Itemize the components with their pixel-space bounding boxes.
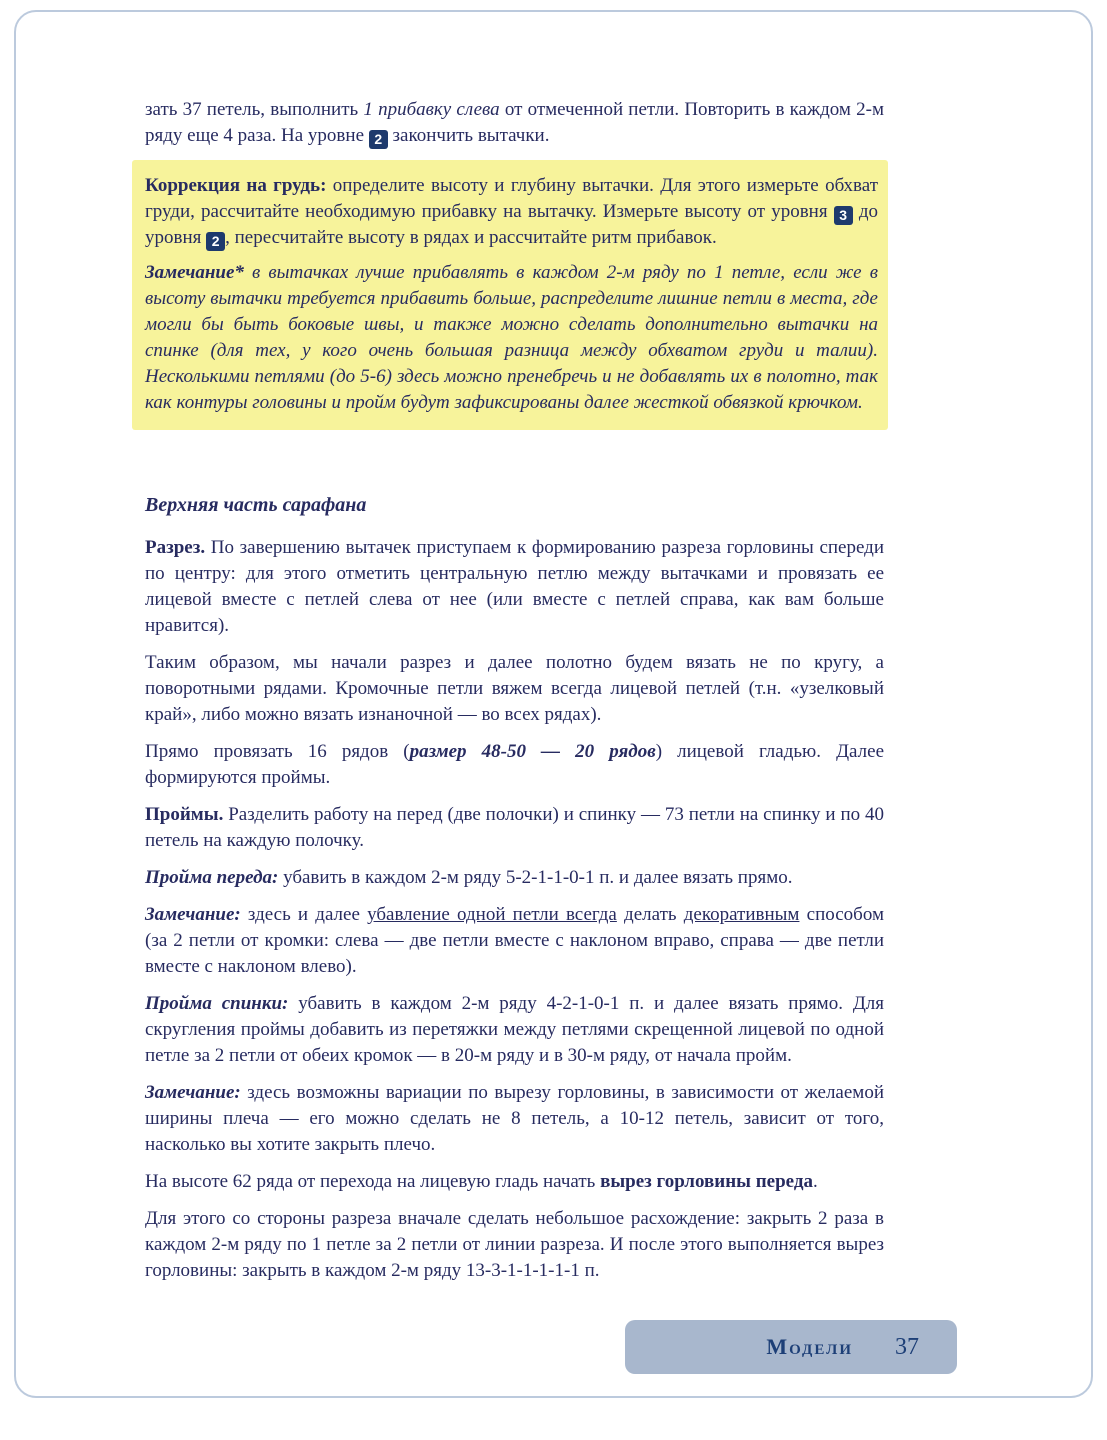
text-run: Для этого со стороны разреза вначале сделать небольшое расхождение: закрыть 2 раза в каждом 2-м ряду по 1 петле за 2 петли от линии разреза. И после этого выполняется вырез горловины: закрыть в каждом 2-м ряду 13-3-1-1-1-1-1 п. [145, 1208, 884, 1281]
text-run: Таким образом, мы начали разрез и далее полотно будем вязать не по кругу, а поворотными рядами. Кромочные петли вяжем всегда лицевой петлей (т.н. «узелковый край», либо можно вязать изнаночной — во всех рядах). [145, 652, 884, 725]
lead-bold: Проймы. [145, 804, 224, 825]
paragraph-proymy [145, 802, 884, 854]
text-run: здесь возможны вариации по вырезу горловины, в зависимости от желаемой ширины плеча — его можно сделать не 8 петель, а 10-12 петель, зависит от того, насколько вы хотите закрыть плечо. [145, 1082, 884, 1155]
level-3-marker: 3 [834, 206, 853, 225]
paragraph-vysote [145, 1169, 884, 1195]
paragraph-correction [145, 173, 878, 251]
text-run: . [812, 1171, 818, 1192]
page-content [145, 97, 884, 1284]
paragraph-note [145, 260, 878, 416]
paragraph-dlya [145, 1206, 884, 1284]
text-run: до уровня [145, 201, 878, 248]
paragraph-razrez [145, 535, 884, 639]
level-2-marker: 2 [206, 232, 225, 251]
text-run: от отмеченной петли. Повторить в каждом 2-м ряду еще 4 раза. На уровне [145, 99, 884, 146]
lead-bold-italic: Замечание* [145, 262, 244, 283]
paragraph-pryamo [145, 739, 884, 791]
text-run: , пересчитайте высоту в рядах и рассчитайте ритм прибавок. [225, 227, 717, 248]
text-run: Разделить работу на перед (две полочки) и спинку — 73 петли на спинку и по 40 петель на каждую полочку. [145, 804, 884, 851]
paragraph-proyma-pereda [145, 865, 884, 891]
text-run: На высоте 62 ряда от перехода на лицевую гладь начать [145, 1171, 601, 1192]
text-run-bold: вырез горловины переда [600, 1171, 813, 1192]
text-run-underline: декоративным [683, 904, 800, 925]
text-run: в вытачках лучше прибавлять в каждом 2-м ряду по 1 петле, если же в высоту вытачки требуется прибавить больше, распределите лишние петли в места, где могли бы быть боковые швы, и также можно сделать дополнительно вытачки на спинке (для тех, у кого очень большая разница между обхватом груди и талии). Несколькими петлями (до 5-6) здесь можно пренебречь и не добавлять их в полотно, так как контуры головины и пройм будут зафиксированы далее жесткой обвязкой крючком. [145, 262, 878, 413]
text-run: Прямо провязать 16 рядов ( [145, 741, 410, 762]
text-run: ) лицевой гладью. Далее формируются проймы. [145, 741, 884, 788]
paragraph-zamechanie-1 [145, 902, 884, 980]
lead-bold: Коррекция на грудь: [145, 175, 327, 196]
text-run-bold-italic: размер 48-50 — 20 рядов [409, 741, 656, 762]
footer-bar [625, 1320, 957, 1374]
text-run: По завершению вытачек приступаем к формированию разреза горловины спереди по центру: для этого отметить центральную петлю между вытачками и провязать ее лицевой вместе с петлей слева от нее (или вместе с петлей справа, как вам больше нравится). [145, 537, 884, 636]
text-run: зать 37 петель, выполнить [145, 99, 364, 120]
text-run-underline: убавление одной петли всегда [367, 904, 617, 925]
text-run: определите высоту и глубину вытачки. Для этого измерьте обхват груди, рассчитайте необходимую прибавку на вытачку. Измерьте высоту от уровня [145, 175, 878, 222]
paragraph-intro [145, 97, 884, 149]
lead-bold-italic: Замечание: [145, 1082, 241, 1103]
text-run-italic: 1 прибавку слева [363, 99, 500, 120]
lead-bold-italic: Замечание: [145, 904, 241, 925]
text-run: делать [616, 904, 684, 925]
text-run: убавить в каждом 2-м ряду 4-2-1-0-1 п. и далее вязать прямо. Для скругления проймы добавить из перетяжки между петлями скрещенной лицевой по одной петле за 2 петли от обеих кромок — в 20-м ряду и в 30-м ряду, от начала пройм. [145, 993, 884, 1066]
yellow-note-box [132, 160, 888, 430]
text-run: убавить в каждом 2-м ряду 5-2-1-1-0-1 п. и далее вязать прямо. [278, 867, 793, 888]
level-2-marker: 2 [369, 130, 388, 149]
paragraph-takim [145, 650, 884, 728]
text-run: здесь и далее [240, 904, 368, 925]
lead-bold: Разрез. [145, 537, 206, 558]
lead-bold-italic: Пройма спинки: [145, 993, 289, 1014]
lead-bold-italic: Пройма переда: [145, 867, 279, 888]
footer-page-number: 37 [895, 1333, 919, 1360]
paragraph-zamechanie-2 [145, 1080, 884, 1158]
section-heading: Верхняя часть сарафана [145, 494, 367, 516]
text-run: способом (за 2 петли от кромки: слева — две петли вместе с наклоном вправо, справа — две петли вместе с наклоном влево). [145, 904, 884, 977]
footer-section-label: Модели [766, 1334, 853, 1359]
paragraph-proyma-spinki [145, 991, 884, 1069]
text-run: закончить вытачки. [387, 125, 550, 146]
